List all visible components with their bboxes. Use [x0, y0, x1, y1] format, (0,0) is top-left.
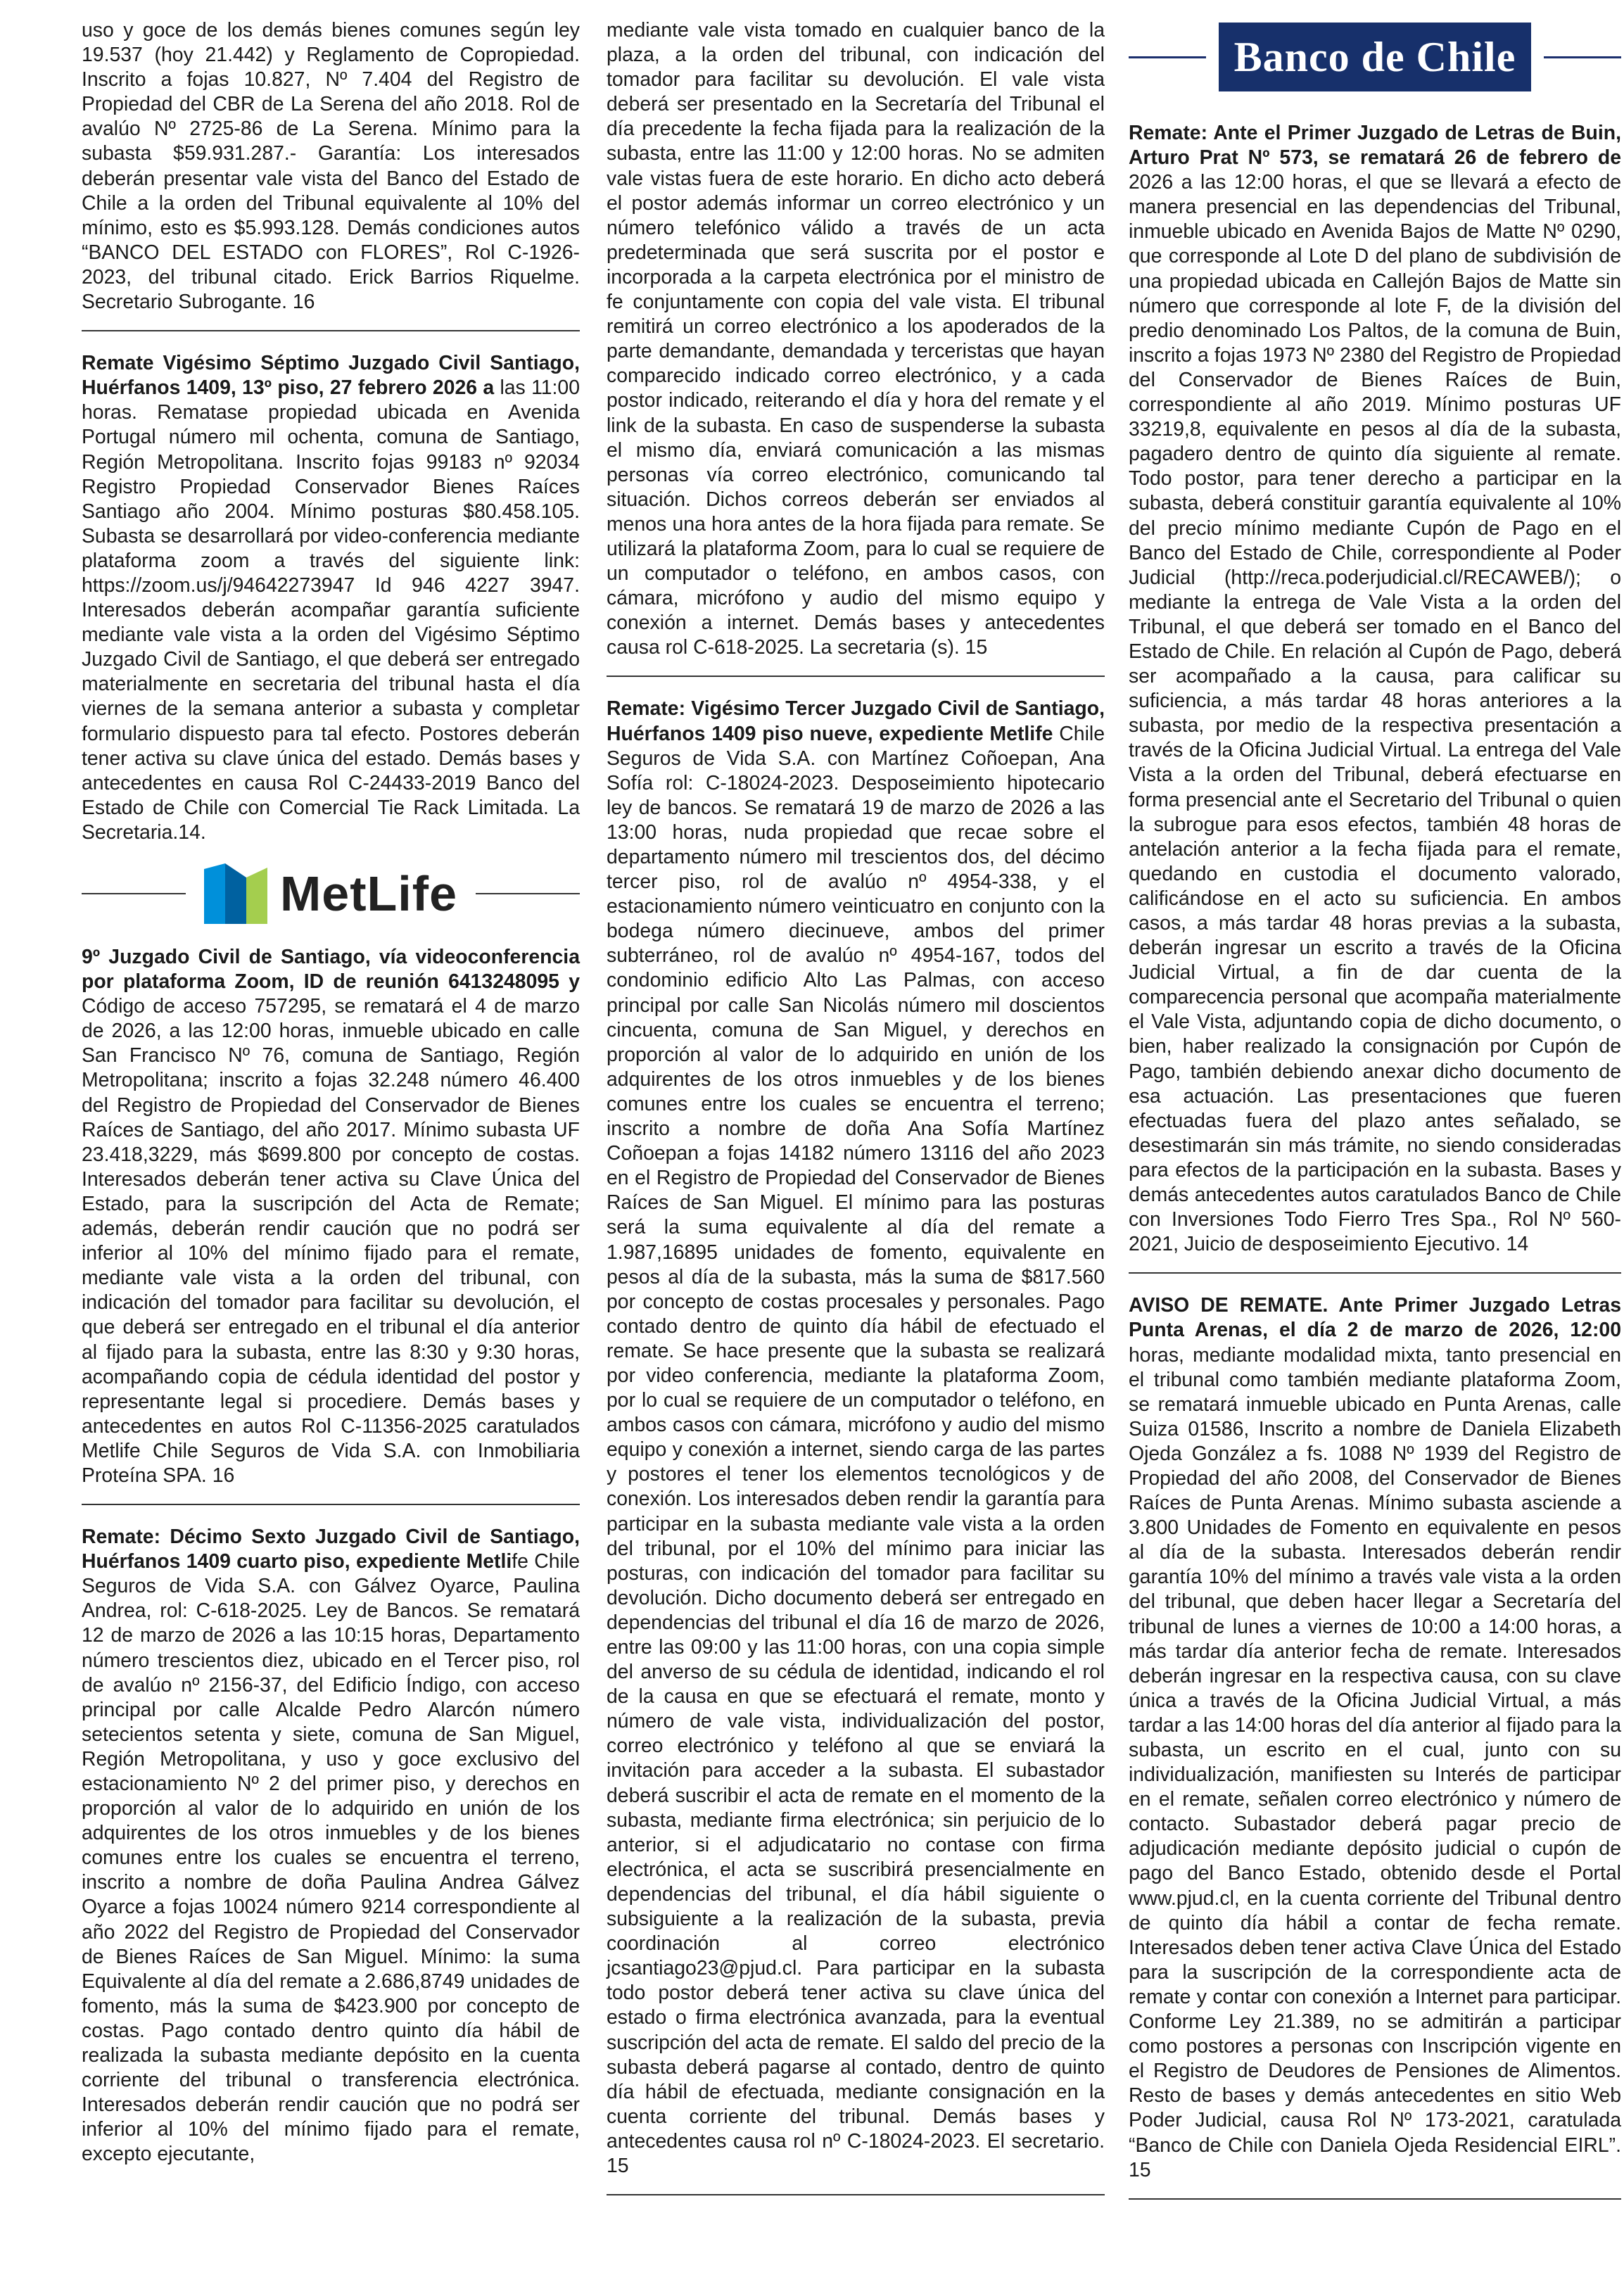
divider: [82, 1504, 580, 1505]
notice-9-juzgado-civil: [82, 945, 580, 1488]
notice-punta-arenas: [1129, 1293, 1621, 2182]
divider: [607, 676, 1105, 677]
metlife-wordmark: MetLife: [280, 866, 457, 921]
notice-body: uso y goce de los demás bienes comunes según ley 19.537 (hoy 21.442) y Reglamento de Copropiedad. Inscrito a fojas 10.827, Nº 7.404 del Registro de Propiedad del CBR de La Serena del año 2018. Rol de avalúo Nº 2725-86 de La Serena. Mínimo para la subasta $59.931.287.- Garantía: Los interesados deberán presentar vale vista del Banco del Estado de Chile a la orden del Tribunal equivalente al 10% del mínimo, esto es $5.993.128. Demás condiciones autos “BANCO DEL ESTADO con FLORES”, Rol C-1926-2023, del tribunal citado. Erick Barrios Riquelme. Secretario Subrogante. 16: [82, 19, 580, 314]
notice-body: horas, mediante modalidad mixta, tanto presencial en el tribunal como también mediante plataforma Zoom, se rematará inmueble ubicado en Punta Arenas, calle Suiza 01586, Inscrito a nombre de Daniela Elizabeth Ojeda González a fs. 1088 Nº 1939 del Registro de Propiedad del año 2008, del Conservador de Bienes Raíces de Punta Arenas. Mínimo subasta asciende a 3.800 Unidades de Fomento en equivalente en pesos al día de la subasta. Interesados deberán rendir garantía 10% del mínimo a través vale vista a la orden del tribunal, que deben hacer llegar a Secretaría del tribunal de lunes a viernes de 10:00 a 14:00 horas, a más tardar día anterior fecha de remate. Interesados deberán ingresar en la respectiva causa, con su clave única a través de la Oficina Judicial Virtual, a más tardar a las 14:00 horas del día anterior al fijado para la subasta, un escrito en el cual, junto con su individualización, manifiesten su Interés de participar en el remate, señalen correo electrónico y número de contacto. Subastador deberá pagar precio de adjudicación mediante depósito judicial o cupón de pago del Banco Estado, obtenido desde el Portal www.pjud.cl, en la cuenta corriente del Tribunal dentro de quinto día hábil a contar de fecha remate. Interesados deben tener activa Clave Única del Estado para la suscripción de la correspondiente acta de remate y contar con conexión a Internet para participar. Conforme Ley 21.389, no se admitirán a participar como postores a personas con Inscripción vigente en el Registro de Deudores de Pensiones de Alimentos. Resto de bases y demás antecedentes en sitio Web Poder Judicial, causa Rol Nº 173-2021, caratulada “Banco de Chile con Daniela Ojeda Residencial EIRL”. 15: [1129, 1343, 1621, 2181]
banco-de-chile-logo-banner: [1129, 18, 1621, 96]
notice-lead: AVISO DE REMATE. Ante Primer Juzgado Letras Punta Arenas, el día 2 de marzo de 2026, 12:00: [1129, 1294, 1621, 1342]
notice-body: Código de acceso 757295, se rematará el 4 de marzo de 2026, a las 12:00 horas, inmueble ubicado en calle San Francisco Nº 76, comuna de Santiago, Región Metropolitana; inscrito a fojas 32.248 número 46.400 del Registro de Propiedad del Conservador de Bienes Raíces de Santiago, del año 2017. Mínimo subasta UF 23.418,3229, más $699.800 por concepto de costas. Interesados deberán tener activa su Clave Única del Estado, para la suscripción del Acta de Remate; además, deberán rendir caución que no podrá ser inferior al 10% del mínimo fijado para el remate, mediante vale vista a la orden del tribunal, con indicación del tomador para facilitar su devolución, el que deberá ser entregado en el tribunal el día anterior al fijado para la subasta, entre las 8:30 y 9:30 horas, acompañando copia de cédula identidad del postor y representante legal si procediere. Demás bases y antecedentes en autos Rol C-11356-2025 caratulados Metlife Chile Seguros de Vida S.A. con Inmobiliaria Proteína SPA. 16: [82, 995, 580, 1487]
metlife-icon: [204, 863, 267, 924]
notice-lead: Remate Vigésimo Séptimo Juzgado Civil Santiago, Huérfanos 1409, 13º piso, 27 febrero 2026 a: [82, 352, 580, 400]
notice-la-serena-continued: [82, 18, 580, 315]
metlife-logo: [186, 863, 476, 924]
divider: [1129, 2198, 1621, 2200]
banco-de-chile-logo: Banco de Chile: [1219, 23, 1532, 91]
divider: [1544, 56, 1621, 58]
notice-lead: Remate: Décimo Sexto Juzgado Civil de Santiago, Huérfanos 1409 cuarto piso, expediente Metli: [82, 1526, 580, 1573]
notice-lead: 9º Juzgado Civil de Santiago, vía videoconferencia por plataforma Zoom, ID de reunión 6413248095 y: [82, 946, 580, 994]
notice-body: 2026 a las 12:00 horas, el que se llevará a efecto de manera presencial en las dependencias del Tribunal, inmueble ubicado en Avenida Bajos de Matte Nº 0290, que corresponde al Lote D del plano de subdivisión de una propiedad ubicada en Callejón Bajos de Matte sin número que corresponde al lote F, de la división del predio denominado Los Paltos, de la comuna de Buin, inscrito a fojas 1973 Nº 2380 del Registro de Propiedad del Conservador de Bienes Raíces de Buin, correspondiente al año 2019. Mínimo posturas UF 33219,8, equivalente en pesos al día de la subasta, pagadero dentro de quinto día siguiente al remate. Todo postor, para tener derecho a participar en la subasta, deberá constituir garantía equivalente al 10% del precio mínimo mediante Cupón de Pago en el Banco del Estado de Chile, correspondiente al Poder Judicial (http://reca.poderjudicial.cl/RECAWEB/); o mediante la entrega de Vale Vista a la orden del Tribunal, el que deberá ser tomado en el Banco del Estado de Chile. En relación al Cupón de Pago, deberá ser acompañado a la causa, para calificar su suficiencia, a más tardar 48 horas anteriores a la subasta, por medio de la respectiva presentación a través de la Oficina Judicial Virtual. La entrega del Vale Vista a la orden del Tribunal, deberá efectuarse en forma presencial ante el Secretario del Tribunal o quien la subrogue para esos efectos, también 48 horas de antelación anterior a la fecha fijada para el remate, quedando en custodia el documento valorado, calificándose en el acto su suficiencia. En ambos casos, a más tardar 48 horas previas a la subasta, deberán ingresar un escrito a través de la Oficina Judicial Virtual, a fin de dar cuenta de la comparecencia personal que acompaña materialmente el Vale Vista, adjuntando copia de dicho documento, o bien, haber realizado la consignación por Cupón de Pago, también debiendo anexar dicho documento de esa actuación. Las presentaciones que fueren efectuadas fuera del plazo antes señalado, se desestimarán sin más trámite, no siendo consideradas para efectos de la participación en la subasta. Bases y demás antecedentes autos caratulados Banco de Chile con Inversiones Todo Fierro Tres Spa., Rol Nº 560-2021, Juicio de desposeimiento Ejecutivo. 14: [1129, 171, 1621, 1256]
divider: [607, 2194, 1105, 2195]
notice-body: las 11:00 horas. Rematase propiedad ubicada en Avenida Portugal número mil ochenta, comuna de Santiago, Región Metropolitana. Inscrito fojas 99183 nº 92034 Registro Propiedad Conservador Bienes Raíces Santiago año 2004. Mínimo posturas $80.458.105. Subasta se desarrollará por video-conferencia mediante plataforma zoom a través del siguiente link: https://zoom.us/j/94642273947 Id 946 4227 3947. Interesados deberán acompañar garantía suficiente mediante vale vista a la orden del Vigésimo Séptimo Juzgado Civil de Santiago, el que deberá ser entregado materialmente en secretaria del tribunal hasta el día viernes de la semana anterior a subasta y completar formulario dispuesto para tal efecto. Postores deberán tener activa su clave única del estado. Demás bases y antecedentes en causa Rol C-24433-2019 Banco del Estado de Chile con Comercial Tie Rack Limitada. La Secretaria.14.: [82, 376, 581, 844]
column-1: [82, 18, 580, 2167]
notice-16-juzgado-civil: [82, 1525, 580, 2167]
divider: [1129, 1272, 1621, 1274]
notice-juzgado-buin: [1129, 121, 1621, 1257]
notice-16-juzgado-continued: [607, 18, 1105, 660]
column-3: [1129, 18, 1621, 2219]
notice-23-juzgado-civil: [607, 697, 1105, 2179]
divider: [82, 893, 186, 894]
notice-lead: Remate: Ante el Primer Juzgado de Letras de Buin, Arturo Prat Nº 573, se rematará 26 de febrero de: [1129, 122, 1621, 170]
divider: [82, 330, 580, 331]
divider: [1129, 56, 1206, 58]
column-2: [607, 18, 1105, 2215]
metlife-logo-banner: [82, 861, 580, 927]
notice-lead: Remate: Vigésimo Tercer Juzgado Civil de Santiago, Huérfanos 1409 piso nueve, expediente Metlife: [607, 697, 1105, 745]
divider: [476, 893, 580, 894]
notice-body: Chile Seguros de Vida S.A. con Martínez Coñoepan, Ana Sofía rol: C-18024-2023. Desposeimiento hipotecario ley de bancos. Se rematará 19 de marzo de 2026 a las 13:00 horas, nuda propiedad que recae sobre el departamento número mil trescientos dos, del décimo tercer piso, rol de avalúo nº 4954-338, y el estacionamiento número veinticuatro en conjunto con la bodega número diecinueve, ambos del primer subterráneo, rol de avalúo nº 4954-167, todos del condominio edificio Alto Las Palmas, con acceso principal por calle San Nicolás número mil doscientos cincuenta, comuna de San Miguel, y derechos en proporción al valor de lo adquirido en unión de los adquirentes de los otros inmuebles y de los bienes comunes entre los cuales se encuentra el terreno; inscrito a nombre de doña Ana Sofía Martínez Coñoepan a fojas 14182 número 13116 del año 2023 en el Registro de Propiedad del Conservador de Bienes Raíces de San Miguel. El mínimo para las posturas será la suma equivalente al día del remate a 1.987,16895 unidades de fomento, equivalente en pesos al día de la subasta, más la suma de $817.560 por concepto de costas procesales y personales. Pago contado dentro de quinto día hábil de efectuado el remate. Se hace presente que la subasta se realizará por video conferencia, mediante la plataforma Zoom, por lo cual se requiere de un computador o teléfono, en ambos casos con cámara, micrófono y audio del mismo equipo y conexión a internet, siendo carga de las partes y postores el tener los elementos tecnológicos y de conexión. Los interesados deben rendir la garantía para participar en la subasta mediante vale vista a la orden del tribunal, por el 10% del mínimo para iniciar las posturas, con indicación del tomador para facilitar su devolución. Dicho documento deberá ser entregado en dependencias del tribunal el día 16 de marzo de 2026, entre las 09:00 y las 11:00 horas, con una copia simple del anverso de su cédula de identidad, indicando el rol de la causa en que se efectuará el remate, monto y número de vale vista, individualización del postor, correo electrónico y teléfono al que se enviará la invitación para acceder a la subasta. El subastador deberá suscribir el acta de remate en el momento de la subasta, mediante firma electrónica; sin perjuicio de lo anterior, si el adjudicatario no contase con firma electrónica, el acta se suscribirá presencialmente en dependencias del tribunal, el día hábil siguiente o subsiguiente a la realización de la subasta, previa coordinación al correo electrónico jcsantiago23@pjud.cl. Para participar en la subasta todo postor deberá tener activa su clave única del estado o firma electrónica avanzada, para la eventual suscripción del acta de remate. El saldo del precio de la subasta deberá pagarse al contado, dentro de quinto día hábil de efectuada, mediante consignación en la cuenta corriente del tribunal. Demás bases y antecedentes causa rol nº C-18024-2023. El secretario. 15: [607, 722, 1105, 2177]
notice-27-juzgado-civil: [82, 351, 580, 845]
notice-body: fe Chile Seguros de Vida S.A. con Gálvez Oyarce, Paulina Andrea, rol: C-618-2025. Ley de Bancos. Se rematará 12 de marzo de 2026 a las 10:15 horas, Departamento número trescientos diez, ubicado en el Tercer piso, rol de avalúo nº 2156-37, del Edificio Índigo, con acceso principal por calle Alcalde Pedro Alarcón número setecientos setenta y siete, comuna de San Miguel, Región Metropolitana, y uso y goce exclusivo del estacionamiento Nº 2 del primer piso, y derechos en proporción al valor de lo adquirido en unión de los adquirentes de los otros inmuebles y de los bienes comunes entre los cuales se encuentra el terreno, inscrito a nombre de doña Paulina Andrea Gálvez Oyarce a fojas 10024 número 9214 correspondiente al año 2022 del Registro de Propiedad del Conservador de Bienes Raíces de San Miguel. Mínimo: la suma Equivalente al día del remate a 2.686,8749 unidades de fomento, más la suma de $423.900 por concepto de costas. Pago contado dentro quinto día hábil de realizada la subasta mediante depósito en la cuenta corriente del tribunal o transferencia electrónica. Interesados deberán rendir caución que no podrá ser inferior al 10% del mínimo fijado para el remate, excepto ejecutante,: [82, 1550, 580, 2166]
notice-body: mediante vale vista tomado en cualquier banco de la plaza, a la orden del tribunal, con indicación del tomador para facilitar su devolución. El vale vista deberá ser presentado en la Secretaría del Tribunal el día precedente la fecha fijada para la realización de la subasta, entre las 11:00 y 12:00 horas. No se admiten vale vistas fuera de este horario. En dicho acto deberá el postor además informar un correo electrónico y un número telefónico válido a través de un acta predeterminada que será suscrita por el postor e incorporada a la carpeta electrónica por el ministro de fe conjuntamente con copia del vale vista. El tribunal remitirá un correo electrónico a los apoderados de la parte demandante, demandada y terceristas que hayan comparecido indicado correo electrónico, y a cada postor indicado, reiterando el día y hora del remate y el link de la subasta. En caso de suspenderse la subasta el mismo día, enviará comunicación a las mismas personas vía correo electrónico, comunicando tal situación. Dichos correos deberán ser enviados al menos una hora antes de la hora fijada para remate. Se utilizará la plataforma Zoom, para lo cual se requiere de un computador o teléfono, en ambos casos, con cámara, micrófono y audio del mismo equipo y conexión a internet. Demás bases y antecedentes causa rol C-618-2025. La secretaria (s). 15: [607, 19, 1105, 659]
